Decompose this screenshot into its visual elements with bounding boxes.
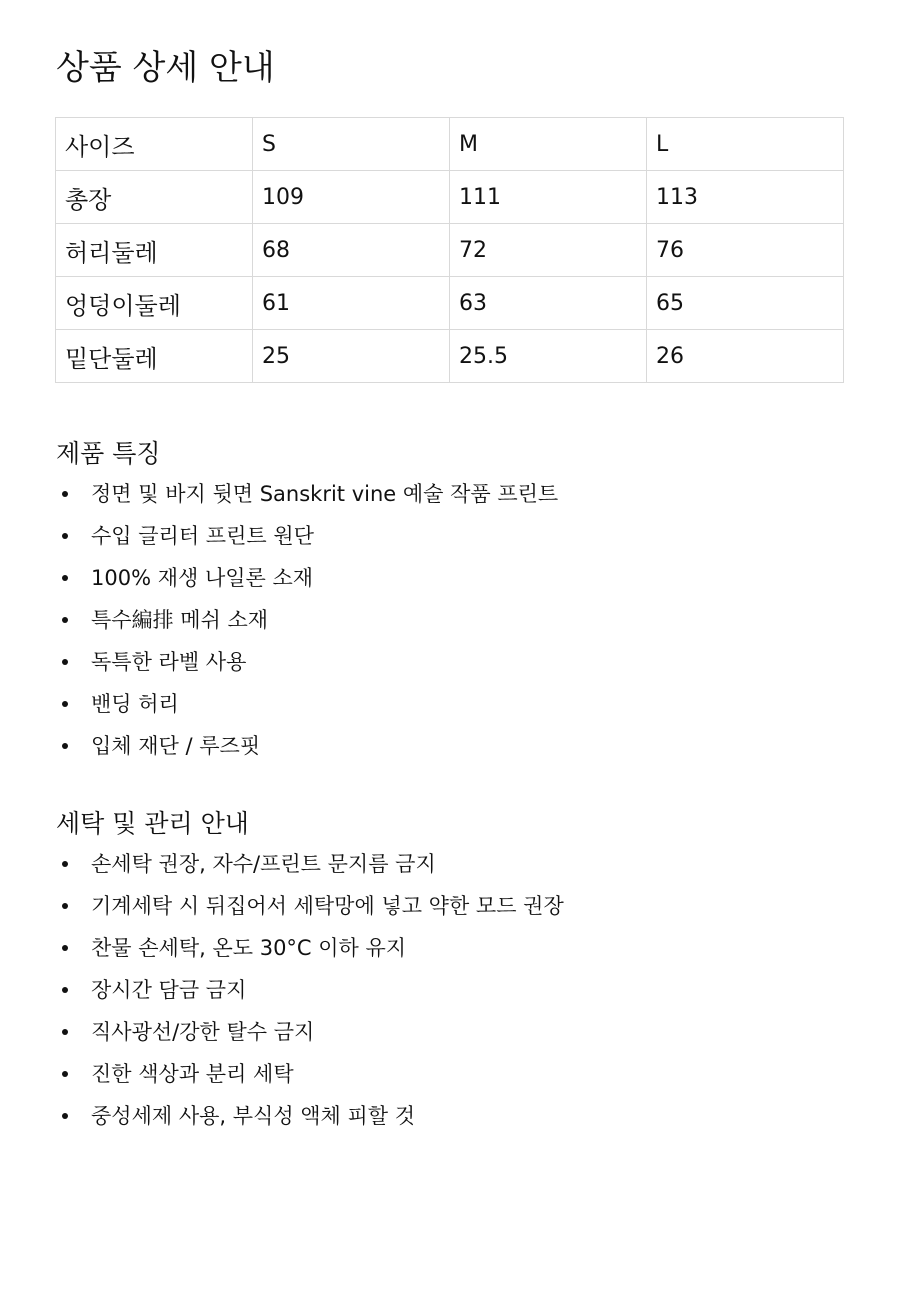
table-cell: 63 <box>450 277 647 330</box>
table-cell: 76 <box>647 224 844 277</box>
list-item <box>56 885 564 927</box>
table-cell: 72 <box>450 224 647 277</box>
features-title: 제품 특징 <box>56 439 161 468</box>
table-cell: 25 <box>253 330 450 383</box>
list-item-text: 중성세제 사용, 부식성 액체 피할 것 <box>91 1104 416 1128</box>
row-label-hip: 엉덩이둘레 <box>56 277 253 330</box>
bullet-icon <box>62 1071 68 1077</box>
table-cell: 109 <box>253 171 450 224</box>
list-item <box>56 683 558 725</box>
list-item-text: 손세탁 권장, 자수/프린트 문지름 금지 <box>91 852 436 876</box>
size-header-l: L <box>647 118 844 171</box>
page-title: 상품 상세 안내 <box>56 48 275 88</box>
table-cell: 111 <box>450 171 647 224</box>
table-cell: 26 <box>647 330 844 383</box>
table-row <box>56 277 844 330</box>
list-item-text: 100% 재생 나일론 소재 <box>91 566 314 590</box>
size-table-header-row <box>56 118 844 171</box>
care-list <box>56 843 564 1137</box>
list-item <box>56 557 558 599</box>
row-label-waist: 허리둘레 <box>56 224 253 277</box>
list-item <box>56 515 558 557</box>
bullet-icon <box>62 945 68 951</box>
size-header-label: 사이즈 <box>56 118 253 171</box>
list-item <box>56 1095 564 1137</box>
bullet-icon <box>62 861 68 867</box>
bullet-icon <box>62 701 68 707</box>
row-label-hem: 밑단둘레 <box>56 330 253 383</box>
table-cell: 65 <box>647 277 844 330</box>
size-table <box>55 117 844 383</box>
bullet-icon <box>62 659 68 665</box>
list-item <box>56 1053 564 1095</box>
bullet-icon <box>62 1029 68 1035</box>
table-row <box>56 171 844 224</box>
table-cell: 25.5 <box>450 330 647 383</box>
bullet-icon <box>62 987 68 993</box>
table-row <box>56 330 844 383</box>
table-row <box>56 224 844 277</box>
bullet-icon <box>62 533 68 539</box>
list-item <box>56 599 558 641</box>
list-item-text: 찬물 손세탁, 온도 30°C 이하 유지 <box>91 936 407 960</box>
list-item <box>56 725 558 767</box>
list-item <box>56 927 564 969</box>
list-item-text: 기계세탁 시 뒤집어서 세탁망에 넣고 약한 모드 권장 <box>91 894 564 918</box>
list-item-text: 직사광선/강한 탈수 금지 <box>91 1020 315 1044</box>
table-cell: 68 <box>253 224 450 277</box>
list-item-text: 특수編排 메쉬 소재 <box>91 608 269 632</box>
list-item-text: 정면 및 바지 뒷면 Sanskrit vine 예술 작품 프린트 <box>91 482 559 506</box>
bullet-icon <box>62 1113 68 1119</box>
bullet-icon <box>62 617 68 623</box>
care-title: 세탁 및 관리 안내 <box>56 809 249 838</box>
bullet-icon <box>62 903 68 909</box>
bullet-icon <box>62 743 68 749</box>
list-item <box>56 1011 564 1053</box>
size-header-s: S <box>253 118 450 171</box>
list-item <box>56 641 558 683</box>
bullet-icon <box>62 575 68 581</box>
table-cell: 61 <box>253 277 450 330</box>
bullet-icon <box>62 491 68 497</box>
list-item <box>56 473 558 515</box>
list-item-text: 밴딩 허리 <box>91 692 179 716</box>
list-item-text: 독특한 라벨 사용 <box>91 650 247 674</box>
list-item-text: 입체 재단 / 루즈핏 <box>91 734 261 758</box>
list-item-text: 장시간 담금 금지 <box>91 978 247 1002</box>
list-item <box>56 969 564 1011</box>
features-list <box>56 473 558 767</box>
list-item-text: 진한 색상과 분리 세탁 <box>91 1062 294 1086</box>
list-item-text: 수입 글리터 프린트 원단 <box>91 524 314 548</box>
size-header-m: M <box>450 118 647 171</box>
list-item <box>56 843 564 885</box>
table-cell: 113 <box>647 171 844 224</box>
row-label-total-length: 총장 <box>56 171 253 224</box>
